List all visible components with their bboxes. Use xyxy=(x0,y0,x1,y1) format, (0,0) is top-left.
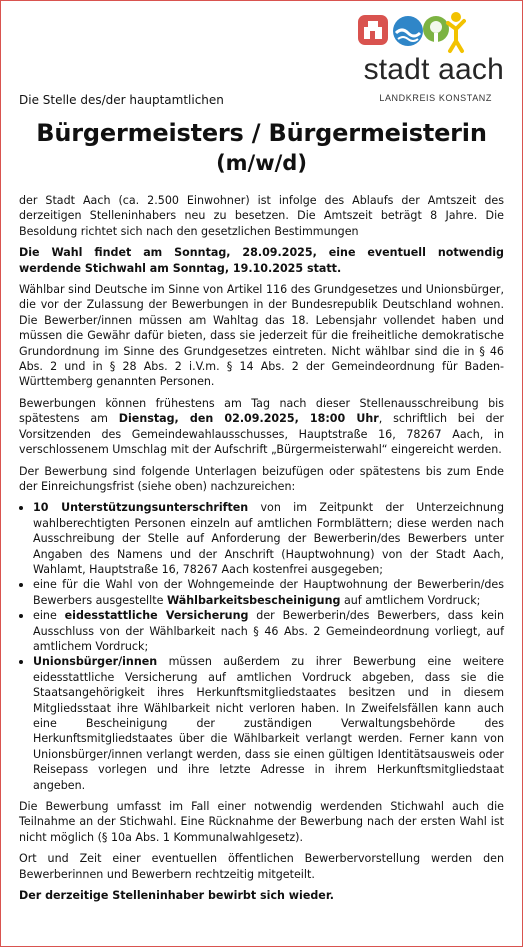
list-item-highlight: Wählbarkeitsbescheinigung xyxy=(166,593,341,607)
paragraph-eligibility: Wählbar sind Deutsche im Sinne von Artikel 116 des Grundgesetzes und Unionsbürger, die vor der Zulassung der Bewerbungen in der Bundesrepublik Deutschland wohnen. Die Bewerber/innen müssen am Wahltag das 18. Lebensjahr vollendet haben und müssen die Gewähr dafür bieten, dass sie jederzeit für die freiheitliche demokratische Grundordnung im Sinne des Grundgesetzes eintreten. Nicht wählbar sind die in § 46 Abs. 2 und in § 28 Abs. 2 i.V.m. § 14 Abs. 2 der Gemeindeordnung für Baden-Württemberg genannten Personen. xyxy=(19,283,504,389)
paragraph-presentation: Ort und Zeit einer eventuellen öffentlichen Bewerbervorstellung werden den Bewerberinnen und Bewerbern rechtzeitig mitgeteilt. xyxy=(19,852,504,881)
paragraph-incumbent: Der derzeitige Stelleninhaber bewirbt sich wieder. xyxy=(19,889,334,903)
gender-note: (m/w/d) xyxy=(216,151,307,175)
stadt-aach-logo xyxy=(336,7,506,103)
logo-district: LANDKREIS KONSTANZ xyxy=(379,93,492,103)
paragraph-election-dates: Die Wahl findet am Sonntag, 28.09.2025, eine eventuell notwendig werdende Stichwahl am Sonntag, 19.10.2025 statt. xyxy=(19,246,504,275)
paragraph-position: der Stadt Aach (ca. 2.500 Einwohner) ist infolge des Ablaufs der Amtszeit des derzeitigen Stelleninhabers neu zu besetzen. Die Amtszeit beträgt 8 Jahre. Die Besoldung richtet sich nach den gesetzlichen Bestimmungen xyxy=(19,194,504,238)
page-title: Bürgermeisters / Bürgermeisterin xyxy=(36,119,487,147)
logo-mark-icon xyxy=(356,7,466,57)
documents-list xyxy=(19,500,504,793)
list-item: • eine eidesstattliche Versicherung der Bewerberin/des Bewerbers, dass kein Ausschluss von der Wählbarkeit nach § 46 Abs. 2 Gemeindeordnung vorliegt, auf amtlichem Vordruck; xyxy=(33,608,504,654)
advertisement-body xyxy=(19,193,504,909)
paragraph-deadline xyxy=(19,396,504,458)
paragraph-runoff: Die Bewerbung umfasst im Fall einer notwendig werdenden Stichwahl auch die Teilnahme an der Stichwahl. Eine Rücknahme der Bewerbung nach der ersten Wahl ist nicht möglich (§ 10a Abs. 1 Kommunalwahlgesetz). xyxy=(19,800,504,844)
list-item: • Unionsbürger/innen müssen außerdem zu ihrer Bewerbung eine weitere eidesstattliche Versicherung auf amtlichen Vordruck abgeben, dass sie die Staatsangehörigkeit ihres Herkunftsmitgliedstaates besitzen und in diesem Mitgliedsstaat ihre Wählbarkeit nicht verloren haben. In Zweifelsfällen kann auch eine Bescheinigung der zuständigen Verwaltungsbehörde des Herkunftsmitgliedstaates über die Wählbarkeit verlangt werden. Ferner kann von Unionsbürger/innen verlangt werden, dass sie einen gültigen Identitätsausweis oder Reisepass vorlegen und ihre letzte Adresse in ihrem Herkunftsmitgliedstaat angeben. xyxy=(33,654,504,793)
deadline-text-post: , schriftlich bei der Vorsitzenden des Gemeindewahlausschusses, Hauptstraße 16, 78267 Aach, in verschlossenem Umschlag mit der Aufschrift „Bürgermeisterwahl“ eingereicht werden. xyxy=(19,412,504,457)
paragraph-documents-intro: Der Bewerbung sind folgende Unterlagen beizufügen oder spätestens bis zum Ende der Einreichungsfrist (siehe oben) nachzureichen: xyxy=(19,464,504,493)
deadline-text-pre: Bewerbungen können frühestens am Tag nach dieser Stellenausschreibung bis spätestens am xyxy=(19,396,504,426)
list-item-highlight: Unionsbürger/innen xyxy=(33,655,158,669)
intro-text: Die Stelle des/der hauptamtlichen xyxy=(19,93,224,107)
list-item-highlight: eidesstattliche Versicherung xyxy=(64,609,249,623)
deadline-date: Dienstag, den 02.09.2025, 18:00 Uhr xyxy=(118,412,379,426)
list-item: • 10 Unterstützungsunterschriften von im Zeitpunkt der Unterzeichnung wahlberechtigten Personen einzeln auf amtlichen Formblättern; diese werden nach Ausschreibung der Stelle auf Anforderung der Bewerberin/des Bewerbers unter Angaben des Namens und der Anschrift (Hauptwohnung) von der Stadt Aach, Wahlamt, Hauptstraße 16, 78267 Aach kostenfrei ausgegeben; xyxy=(33,500,504,577)
logo-city-name: stadt aach xyxy=(363,53,504,86)
list-item-highlight: 10 Unterstützungsunterschriften xyxy=(33,501,249,515)
list-item: • eine für die Wahl von der Wohngemeinde der Hauptwohnung der Bewerberin/des Bewerbers ausgestellte Wählbarkeitsbescheinigung auf amtlichem Vordruck; xyxy=(33,577,504,608)
